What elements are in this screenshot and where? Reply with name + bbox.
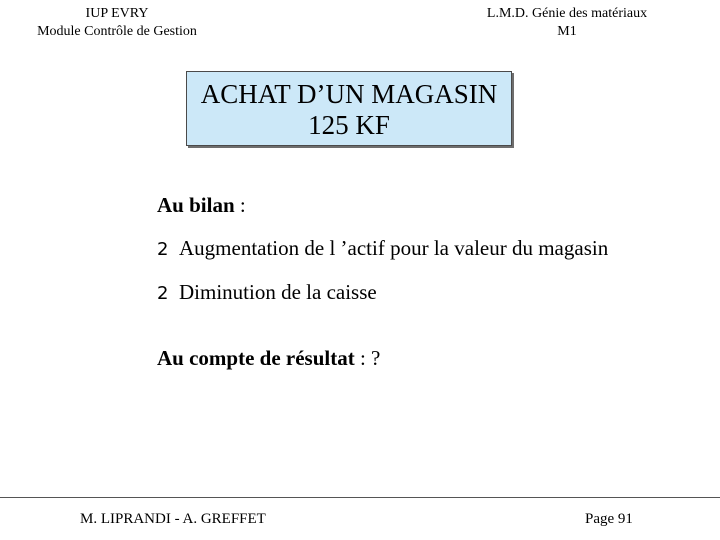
resultat-label: Au compte de résultat <box>157 346 355 370</box>
bullet-item-2 <box>157 279 377 307</box>
bilan-suffix: : <box>234 193 246 217</box>
slide-title-line2: 125 KF <box>308 110 390 140</box>
resultat-suffix: : ? <box>354 346 381 370</box>
header-right <box>468 5 666 41</box>
bullet-icon: 2 <box>157 239 169 260</box>
bilan-label: Au bilan <box>157 193 235 217</box>
bilan-heading <box>157 192 246 218</box>
footer-authors: M. LIPRANDI - A. GREFFET <box>80 511 266 527</box>
slide-title-box <box>186 71 512 146</box>
footer-divider <box>0 497 720 498</box>
header-right-line2: M1 <box>557 24 577 39</box>
header-left <box>22 5 212 41</box>
footer-page-number: Page 91 <box>585 511 633 527</box>
bullet-text: Diminution de la caisse <box>179 280 377 304</box>
header-right-line1: L.M.D. Génie des matériaux <box>486 6 648 21</box>
bullet-icon: 2 <box>157 283 169 304</box>
bullet-item-1 <box>157 235 608 263</box>
bullet-text: Augmentation de l ’actif pour la valeur du magasin <box>179 236 609 260</box>
header-left-line2: Module Contrôle de Gestion <box>37 24 197 39</box>
header-left-line1: IUP EVRY <box>85 6 149 21</box>
slide-title-line1: ACHAT D’UN MAGASIN <box>200 79 498 109</box>
resultat-heading <box>157 345 380 371</box>
